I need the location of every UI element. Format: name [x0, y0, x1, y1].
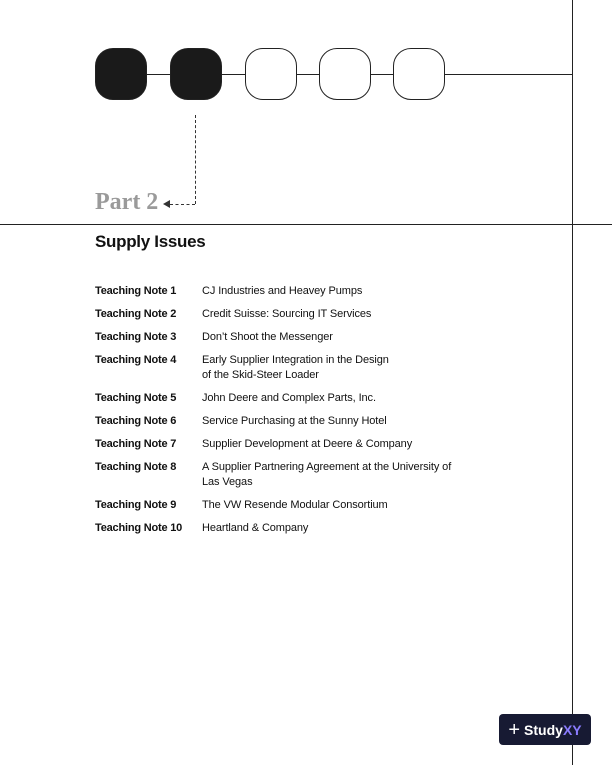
teaching-notes-list [95, 284, 515, 544]
list-item [95, 521, 515, 536]
note-label: Teaching Note 4 [95, 354, 177, 366]
note-label: Teaching Note 7 [95, 438, 177, 450]
list-item [95, 414, 515, 429]
studyxy-badge[interactable] [499, 714, 591, 745]
badge-text-accent: XY [562, 721, 582, 738]
note-label: Teaching Note 3 [95, 331, 177, 343]
list-item [95, 460, 515, 490]
note-title: Supplier Development at Deere & Company [202, 438, 413, 450]
section-title: Supply Issues [95, 232, 206, 251]
note-title: John Deere and Complex Parts, Inc. [202, 392, 376, 404]
note-title: Heartland & Company [202, 522, 309, 534]
note-title: The VW Resende Modular Consortium [202, 499, 388, 511]
list-item [95, 437, 515, 452]
note-title: Credit Suisse: Sourcing IT Services [202, 308, 372, 320]
part-label: Part 2 [95, 189, 159, 215]
note-label: Teaching Note 5 [95, 392, 177, 404]
note-label: Teaching Note 9 [95, 499, 177, 511]
note-title: Early Supplier Integration in the Design of the Skid-Steer Loader [202, 354, 389, 381]
list-item [95, 284, 515, 299]
connector-dashed-vertical [195, 115, 196, 204]
note-label: Teaching Note 8 [95, 461, 177, 473]
list-item [95, 498, 515, 513]
progress-step-1 [95, 48, 147, 100]
note-label: Teaching Note 10 [95, 522, 183, 534]
plus-icon: + [508, 718, 521, 741]
connector-dashed-horizontal [170, 204, 195, 205]
note-label: Teaching Note 6 [95, 415, 177, 427]
progress-step-2 [170, 48, 222, 100]
note-title: Service Purchasing at the Sunny Hotel [202, 415, 387, 427]
note-title: A Supplier Partnering Agreement at the University of Las Vegas [202, 461, 452, 488]
list-item [95, 330, 515, 345]
list-item [95, 353, 515, 383]
list-item [95, 307, 515, 322]
note-title: Don’t Shoot the Messenger [202, 331, 333, 343]
note-label: Teaching Note 1 [95, 285, 177, 297]
progress-step-3 [245, 48, 297, 100]
progress-step-4 [319, 48, 371, 100]
arrow-left-icon [163, 200, 170, 208]
part-divider-line [0, 224, 612, 225]
badge-text-main: Study [524, 721, 563, 738]
note-title: CJ Industries and Heavey Pumps [202, 285, 363, 297]
list-item [95, 391, 515, 406]
note-label: Teaching Note 2 [95, 308, 177, 320]
progress-step-5 [393, 48, 445, 100]
vertical-rule [572, 0, 573, 765]
